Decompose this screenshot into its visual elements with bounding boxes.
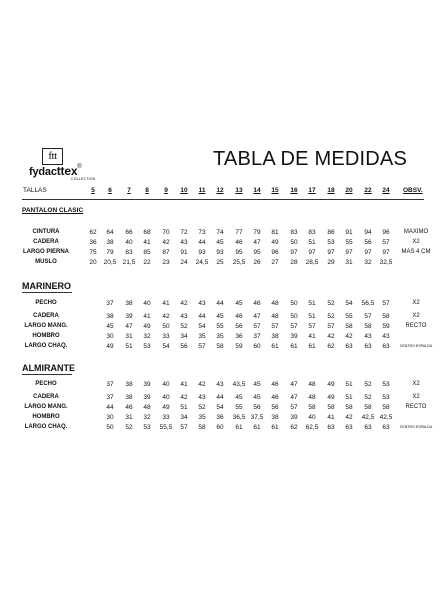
size-header: 9 [164,187,168,194]
table-cell: 53 [382,381,390,388]
table-cell: 42 [162,239,170,246]
row-label: CINTURA [32,229,60,235]
table-cell: 35 [216,333,224,340]
table-cell: 58 [216,343,224,350]
table-cell: 60 [216,424,224,431]
table-cell: 49 [271,239,279,246]
table-cell: 28,5 [305,259,319,266]
table-cell: 50 [162,323,170,330]
table-cell: 37,5 [250,414,264,421]
table-cell: 58 [327,404,335,411]
table-cell: 49 [162,404,170,411]
row-label: CADERA [33,394,59,400]
table-cell: 62,5 [305,424,319,431]
page-title: TABLA DE MEDIDAS [213,148,407,170]
table-cell: 51 [308,239,316,246]
table-cell: 46 [271,394,279,401]
size-header: 13 [235,187,243,194]
table-cell: 43 [216,381,224,388]
table-cell: 47 [253,313,261,320]
table-cell: 39 [125,313,133,320]
table-cell: 36 [89,239,97,246]
table-cell: 96 [382,229,390,236]
header-obsv: OBSV. [403,187,423,194]
table-cell: 47 [290,394,298,401]
table-cell: 38 [125,300,133,307]
size-header: 20 [345,187,353,194]
size-header: 5 [91,187,95,194]
table-cell: 44 [216,394,224,401]
table-cell: 37 [106,381,114,388]
table-cell: 55 [345,239,353,246]
table-cell: 41 [308,333,316,340]
table-cell: 42 [327,333,335,340]
table-cell: 46 [235,313,243,320]
table-cell: 87 [162,249,170,256]
table-cell: 97 [290,249,298,256]
table-cell: 42,5 [379,414,393,421]
table-cell: 63 [382,343,390,350]
table-cell: 61 [271,424,279,431]
logo-mark: ® [77,164,82,170]
table-cell: 31 [125,333,133,340]
table-cell: 57 [382,300,390,307]
table-cell: 47 [253,239,261,246]
table-cell: 53 [143,343,151,350]
header-tallas: TALLAS [23,187,47,194]
table-cell: 95 [253,249,261,256]
table-cell: 57 [327,323,335,330]
table-cell: 38 [271,414,279,421]
table-cell: 97 [345,249,353,256]
table-cell: 49 [143,323,151,330]
table-cell: 53 [382,394,390,401]
logo-word-a: fydac [29,166,57,178]
table-cell: 59 [382,323,390,330]
table-cell: 48 [271,313,279,320]
brand-logo [29,146,111,186]
table-cell: 63 [345,343,353,350]
table-cell: 43 [364,333,372,340]
table-cell: 42 [180,300,188,307]
table-cell: 26 [253,259,261,266]
section-title-almirante: ALMIRANTE [22,363,75,373]
table-cell: 97 [364,249,372,256]
table-cell: 31 [125,414,133,421]
size-header: 14 [253,187,261,194]
table-cell: 37 [106,394,114,401]
row-label: MUSLO [35,259,57,265]
table-cell: 70 [162,229,170,236]
table-cell: 63 [382,424,390,431]
table-cell: 43 [198,300,206,307]
table-cell: 43 [198,394,206,401]
table-cell: 32 [364,259,372,266]
table-cell: 48 [308,394,316,401]
table-cell: 55,5 [159,424,173,431]
table-cell: 24,5 [195,259,209,266]
table-cell: 44 [216,300,224,307]
table-cell: 42 [198,381,206,388]
table-cell: 46 [253,300,261,307]
table-cell: 74 [216,229,224,236]
table-cell: 40 [143,300,151,307]
table-cell: 46 [235,239,243,246]
row-observation: CENTRO ESPALDA [399,425,433,429]
table-cell: 51 [345,394,353,401]
table-cell: 57 [271,323,279,330]
table-cell: 58 [345,323,353,330]
table-cell: 55 [216,323,224,330]
table-cell: 62 [89,229,97,236]
table-cell: 33 [162,414,170,421]
logo-monogram: ftt [42,148,63,165]
table-cell: 39 [143,381,151,388]
table-cell: 43 [180,313,188,320]
table-cell: 45 [253,394,261,401]
table-cell: 64 [106,229,114,236]
row-observation: MAS 4 CM [401,249,431,255]
table-cell: 46 [271,381,279,388]
size-header: 22 [364,187,372,194]
table-cell: 50 [106,424,114,431]
table-cell: 32 [143,333,151,340]
table-cell: 39 [143,394,151,401]
table-cell: 94 [364,229,372,236]
table-cell: 56 [253,404,261,411]
table-cell: 37 [106,300,114,307]
table-cell: 60 [253,343,261,350]
row-label: PECHO [35,381,57,387]
table-cell: 44 [198,239,206,246]
table-cell: 30 [106,333,114,340]
table-cell: 57 [382,239,390,246]
table-cell: 56,5 [361,300,375,307]
table-cell: 58 [382,313,390,320]
table-cell: 85 [143,249,151,256]
table-cell: 38 [106,239,114,246]
table-cell: 50 [290,300,298,307]
table-cell: 30 [106,414,114,421]
table-cell: 58 [364,404,372,411]
row-label: CADERA [33,239,59,245]
table-cell: 23 [162,259,170,266]
table-cell: 48 [143,404,151,411]
table-cell: 63 [345,424,353,431]
table-cell: 31 [345,259,353,266]
size-header: 15 [271,187,279,194]
header-divider [22,199,424,200]
table-cell: 56 [180,343,188,350]
table-cell: 42 [345,333,353,340]
table-cell: 54 [345,300,353,307]
table-cell: 36 [235,333,243,340]
row-observation: X2 [412,239,420,245]
table-cell: 45 [235,394,243,401]
section-title-pantalon: PANTALON CLASIC [22,207,84,214]
table-cell: 51 [308,313,316,320]
table-cell: 53 [143,424,151,431]
size-header: 12 [216,187,224,194]
table-cell: 54 [198,323,206,330]
table-cell: 58 [308,404,316,411]
logo-subtitle: COLLECTION [71,177,96,181]
row-label: LARGO MANG. [24,323,68,329]
table-cell: 68 [143,229,151,236]
table-cell: 63 [364,424,372,431]
table-cell: 57 [290,323,298,330]
row-observation: X2 [412,300,420,306]
size-header: 10 [180,187,188,194]
table-cell: 27 [271,259,279,266]
row-label: LARGO MANG. [24,404,68,410]
table-cell: 39 [290,414,298,421]
table-cell: 62 [290,424,298,431]
row-observation: RECTO [405,323,427,329]
table-cell: 58 [198,424,206,431]
table-cell: 40 [125,239,133,246]
table-cell: 41 [162,300,170,307]
table-cell: 62 [327,343,335,350]
table-cell: 56 [364,239,372,246]
table-cell: 51 [308,300,316,307]
table-cell: 45 [106,323,114,330]
table-cell: 49 [106,343,114,350]
table-cell: 61 [308,343,316,350]
table-cell: 46 [125,404,133,411]
table-cell: 44 [106,404,114,411]
table-cell: 83 [308,229,316,236]
table-cell: 53 [327,239,335,246]
section-divider-marinero [22,292,72,293]
table-cell: 42 [180,394,188,401]
table-cell: 40 [162,394,170,401]
table-cell: 81 [271,229,279,236]
row-observation: RECTO [405,404,427,410]
table-cell: 48 [308,381,316,388]
table-cell: 54 [216,404,224,411]
section-title-marinero: MARINERO [22,281,71,291]
row-label: CADERA [33,313,59,319]
table-cell: 43,5 [232,381,246,388]
row-label: HOMBRO [32,414,60,420]
table-cell: 66 [125,229,133,236]
table-cell: 58 [345,404,353,411]
table-cell: 75 [89,249,97,256]
section-divider-almirante [22,374,72,375]
table-cell: 47 [290,381,298,388]
table-cell: 34 [180,414,188,421]
table-cell: 57 [308,323,316,330]
table-cell: 54 [162,343,170,350]
table-cell: 48 [271,300,279,307]
table-cell: 40 [162,381,170,388]
row-observation: CENTRO ESPALDA [399,344,433,348]
row-label: LARGO PIERNA [22,249,69,255]
table-cell: 41 [143,239,151,246]
table-cell: 47 [125,323,133,330]
size-header: 11 [198,187,206,194]
table-cell: 57 [180,424,188,431]
size-header: 17 [308,187,316,194]
table-cell: 51 [345,381,353,388]
table-cell: 63 [327,424,335,431]
size-header: 7 [127,187,131,194]
table-cell: 42 [345,414,353,421]
table-cell: 36,5 [232,414,246,421]
table-cell: 41 [143,313,151,320]
table-cell: 52 [198,404,206,411]
table-cell: 35 [198,333,206,340]
table-cell: 38 [271,333,279,340]
table-cell: 79 [253,229,261,236]
table-cell: 97 [327,249,335,256]
table-cell: 96 [271,249,279,256]
table-cell: 25 [216,259,224,266]
table-cell: 21,5 [122,259,136,266]
table-cell: 45 [235,300,243,307]
table-cell: 52 [327,300,335,307]
table-cell: 57 [253,323,261,330]
table-cell: 37 [253,333,261,340]
table-cell: 91 [345,229,353,236]
table-cell: 42,5 [361,414,375,421]
table-cell: 41 [180,381,188,388]
table-cell: 72 [180,229,188,236]
table-cell: 58 [364,323,372,330]
table-cell: 22 [143,259,151,266]
table-cell: 39 [290,333,298,340]
size-header: 24 [382,187,390,194]
table-cell: 61 [271,343,279,350]
row-observation: X2 [412,394,420,400]
row-label: PECHO [35,300,57,306]
table-cell: 36 [216,414,224,421]
table-cell: 93 [216,249,224,256]
table-cell: 32,5 [379,259,393,266]
table-cell: 58 [382,404,390,411]
table-cell: 42 [162,313,170,320]
table-cell: 83 [125,249,133,256]
row-observation: X2 [412,381,420,387]
table-cell: 32 [143,414,151,421]
table-cell: 59 [235,343,243,350]
table-cell: 50 [290,239,298,246]
table-cell: 56 [235,323,243,330]
table-cell: 95 [235,249,243,256]
table-cell: 43 [180,239,188,246]
row-label: LARGO CHAQ. [24,424,68,430]
table-cell: 20 [89,259,97,266]
table-cell: 57 [290,404,298,411]
table-cell: 55 [235,404,243,411]
logo-wordmark [29,164,82,178]
table-cell: 55 [345,313,353,320]
table-cell: 35 [198,414,206,421]
table-cell: 97 [308,249,316,256]
row-label: LARGO CHAQ. [24,343,68,349]
table-cell: 51 [180,404,188,411]
table-cell: 56 [271,404,279,411]
size-header: 8 [145,187,149,194]
table-cell: 63 [364,343,372,350]
table-cell: 61 [290,343,298,350]
table-cell: 24 [180,259,188,266]
table-cell: 44 [198,313,206,320]
table-cell: 86 [327,229,335,236]
table-cell: 77 [235,229,243,236]
table-cell: 45 [216,239,224,246]
table-cell: 38 [106,313,114,320]
size-header: 6 [108,187,112,194]
table-cell: 91 [180,249,188,256]
table-cell: 97 [382,249,390,256]
table-cell: 83 [290,229,298,236]
row-label: HOMBRO [32,333,60,339]
table-cell: 50 [290,313,298,320]
table-cell: 38 [125,381,133,388]
table-cell: 51 [125,343,133,350]
table-cell: 28 [290,259,298,266]
table-cell: 52 [125,424,133,431]
table-cell: 43 [382,333,390,340]
table-cell: 33 [162,333,170,340]
table-cell: 45 [253,381,261,388]
table-cell: 52 [180,323,188,330]
table-cell: 41 [327,414,335,421]
size-header: 18 [327,187,335,194]
table-cell: 52 [327,313,335,320]
table-cell: 29 [327,259,335,266]
table-cell: 52 [364,394,372,401]
row-observation: X2 [412,313,420,319]
table-cell: 40 [308,414,316,421]
size-header: 16 [290,187,298,194]
table-cell: 34 [180,333,188,340]
table-cell: 38 [125,394,133,401]
table-cell: 73 [198,229,206,236]
table-cell: 52 [364,381,372,388]
table-cell: 49 [327,394,335,401]
table-cell: 61 [253,424,261,431]
table-cell: 93 [198,249,206,256]
table-cell: 61 [235,424,243,431]
table-cell: 57 [198,343,206,350]
table-cell: 49 [327,381,335,388]
table-cell: 57 [364,313,372,320]
logo-word-b: ttex [56,164,78,178]
table-cell: 20,5 [103,259,117,266]
row-observation: MAXIMO [403,229,429,235]
table-cell: 25,5 [232,259,246,266]
table-cell: 79 [106,249,114,256]
table-cell: 45 [216,313,224,320]
